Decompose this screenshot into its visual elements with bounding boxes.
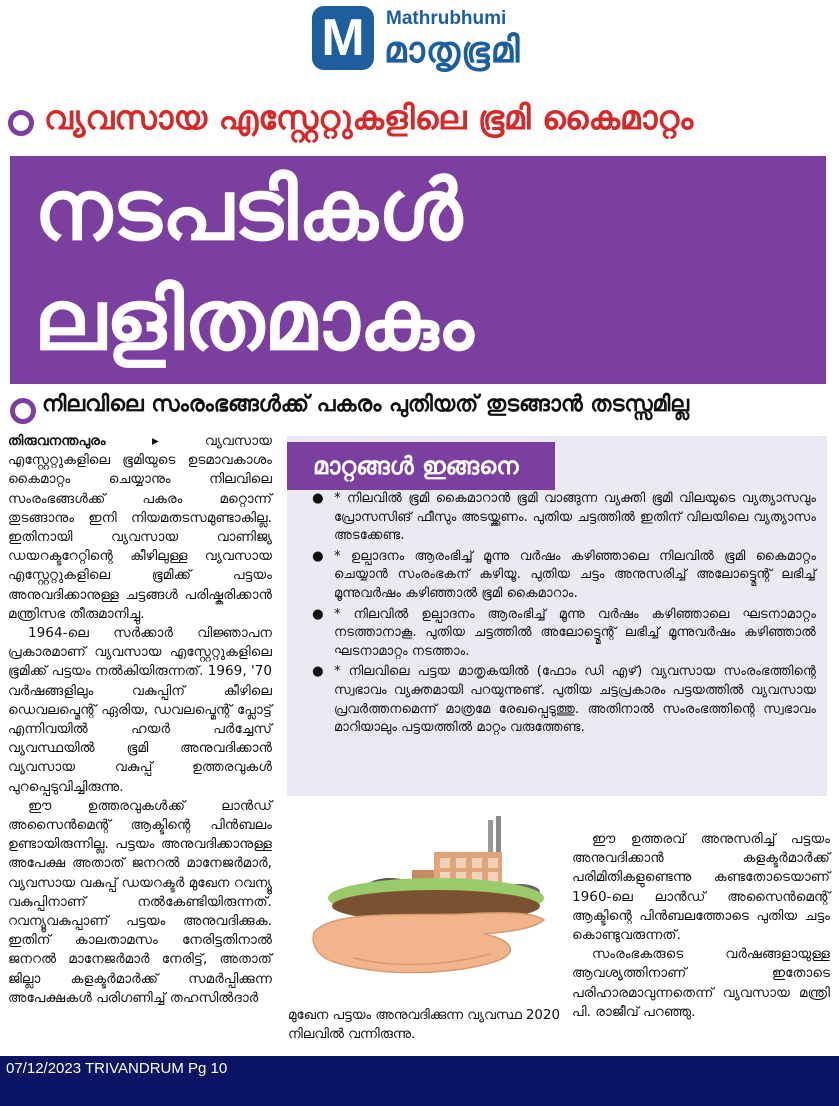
list-item-text: * നിലവിൽ ഉല്പാദനം ആരംഭിച്ച് മൂന്നു വർഷം കഴിഞ്ഞാലെ ഘടനാമാറ്റം നടത്താനാകൂ. പുതിയ ചട്ടത്തിൽ അലോട്ട്മെന്റ് ലഭിച്ച് മൂന്നുവർഷം കഴിഞ്ഞാൽ ഘടനാമാറ്റം നടത്താം. (334, 606, 816, 659)
article-paragraph-text: വ്യവസായ എസ്റ്റേറ്റുകളിലെ ഭൂമിയുടെ ഉടമാവകാശം കൈമാറ്റം ചെയ്യാനും നിലവിലെ സംരംഭങ്ങൾക്ക് പകരം മറ്റൊന്ന് തുടങ്ങാനും ഇനി നിയമതടസമുണ്ടാകില്ല. ഇതിനായി വ്യവസായ വാണിജ്യ ഡയറക്ടറേറ്റിന്റെ കീഴിലുള്ള വ്യവസായ എസ്റ്റേറ്റുകളിലെ ഭൂമിക്ക് പട്ടയം അനുവദിക്കാനുള്ള ചട്ടങ്ങൾ പരിഷ്കരിക്കാൻ മന്ത്രിസഭ തീരുമാനിച്ചു. (8, 433, 272, 622)
logo-mark: M (312, 6, 374, 70)
subheadline-bullet-icon (10, 398, 36, 424)
chimney (496, 816, 501, 856)
kicker: വ്യവസായ എസ്റ്റേറ്റുകളിലെ ഭൂമി കൈമാറ്റം (44, 98, 694, 137)
bullet-dot-icon: ● (312, 548, 324, 564)
changes-box-title: മാറ്റങ്ങൾ ഇങ്ങനെ (287, 442, 555, 490)
list-item (300, 548, 816, 604)
list-item-text: * നിലവിൽ ഭൂമി കൈമാറാൻ ഭൂമി വാങ്ങുന്ന വ്യക്തി ഭൂമി വിലയുടെ വ്യത്യാസവും പ്രോസസിങ് ഫീസും അടയ്ക്കണം. പുതിയ ചട്ടത്തിൽ ഇതിന് വിലയിലെ വ്യത്യാസം അടക്കേണ്ട. (334, 491, 816, 544)
bullet-dot-icon: ● (312, 606, 324, 622)
list-item-text: * ഉല്പാദനം ആരംഭിച്ച് മൂന്നു വർഷം കഴിഞ്ഞാലെ നിലവിൽ ഭൂമി കൈമാറ്റം ചെയ്യാൻ സംരംഭകന് കഴിയൂ. പുതിയ ചട്ടം അനുസരിച്ച് അലോട്ട്മെന്റ് ലഭിച്ച് മൂന്നുവർഷം കഴിഞ്ഞാൽ ഭൂമി കൈമാറാം. (334, 548, 816, 601)
list-item-text: * നിലവിലെ പട്ടയ മാതൃകയിൽ (ഫോം ഡി എഴ്) വ്യവസായ സംരംഭത്തിന്റെ സ്വഭാവം വ്യക്തമായി പറയുന്നുണ്ട്. പുതിയ ചട്ടപ്രകാരം പട്ടയത്തിൽ വ്യവസായ പ്രവർത്തനമെന്ന് മാത്രമേ രേഖപ്പെടുത്തു. അതിനാൽ സംരംഭത്തിന്റെ സ്വഭാവം മാറിയാലും പട്ടയത്തിൽ മാറ്റം വരുത്തേണ്ട. (334, 664, 816, 736)
dateline: തിരുവനന്തപുരം ▸ (8, 433, 159, 449)
article-paragraph: 1964-ലെ സർക്കാർ വിജ്ഞാപന പ്രകാരമാണ് വ്യവസായ എസ്റ്റേറ്റുകളിലെ ഭൂമിക്ക് പട്ടയം നൽകിയിരുന്നത്. 1969, '70 വർഷങ്ങളിലും വകുപ്പിന് കീഴിലെ ഡെവലപ്മെന്റ് ഏരിയ, ഡവലപ്മെന്റ് പ്ലോട്ട് എന്നിവയിൽ ഹയർ പർച്ചേസ് വ്യവസ്ഥയിൽ ഭൂമി അനുവദിക്കാൻ വ്യവസായ വകുപ്പ് ഉത്തരവുകൾ പുറപ്പെടുവിച്ചിരുന്നു. (8, 625, 273, 795)
chimney (488, 820, 493, 856)
footer-edition-info: 07/12/2023 TRIVANDRUM Pg 10 (6, 1060, 228, 1077)
kicker-bullet-icon (8, 110, 34, 136)
list-item (300, 663, 816, 737)
article-paragraph: സംരംഭകരുടെ വർഷങ്ങളായുള്ള ആവശ്യത്തിനാണ് ഇതോടെ പരിഹാരമാവുന്നതെന്ന് വ്യവസായ മന്ത്രി പി. രാജീവ് പറഞ്ഞു. (572, 946, 830, 1020)
headline-line-2: ലളിതമാകും (34, 271, 474, 369)
brand-malayalam: മാതൃഭൂമി (384, 30, 521, 71)
list-item (300, 490, 816, 546)
article-paragraph: ഈ ഉത്തരവ് അനുസരിച്ച് പട്ടയം അനുവദിക്കാൻ കളക്ടർമാർക്ക് പരിമിതികളുണ്ടെന്നു കണ്ടതോടെയാണ് 1960-ലെ ലാൻഡ് അസൈൻമെന്റ് ആക്ടിന്റെ പിൻബലത്തോടെ പുതിയ ചട്ടം കൊണ്ടുവരുന്നത്. (572, 831, 830, 944)
bullet-dot-icon: ● (312, 664, 324, 680)
headline-line-1: നടപടികൾ (34, 161, 463, 259)
article-paragraph (8, 432, 272, 624)
list-item (300, 606, 816, 662)
bullet-dot-icon: ● (312, 491, 324, 506)
hand-holding-factory-illustration (294, 812, 556, 994)
image-caption: മുഖേന പട്ടയം അനുവദിക്കുന്ന വ്യവസ്ഥ 2020 നിലവിൽ വന്നിരുന്നു. (288, 1008, 560, 1042)
article-right-column (572, 830, 830, 1022)
changes-list (300, 490, 816, 740)
article-left-column (8, 432, 272, 1008)
article-paragraph: ഈ ഉത്തരവുകൾക്ക് ലാൻഡ് അസൈൻമെന്റ് ആക്ടിന്റെ പിൻബലം ഉണ്ടായിരുന്നില്ല. പട്ടയം അനുവദിക്കാനുള്ള അപേക്ഷ അതാത് ജനറൽ മാനേജർമാർ, വ്യവസായ വകുപ്പ് ഡയറക്ടർ മുഖേന റവന്യൂ വകുപ്പിനാണ് നൽകേണ്ടിയിരുന്നത്. റവന്യൂവകുപ്പാണ് പട്ടയം അനുവദിക്കുക. ഇതിന് കാലതാമസം നേരിട്ടതിനാൽ ജനറൽ മാനേജർമാർ നേരിട്ട്, അതാത് ജില്ലാ കളക്ടർമാർക്ക് സമർപ്പിക്കുന്ന അപേക്ഷകൾ പരിഗണിച്ച് തഹസിൽദാർ (8, 797, 272, 1006)
subheadline: നിലവിലെ സംരംഭങ്ങൾക്ക് പകരം പുതിയത് തുടങ്ങാൻ തടസ്സമില്ല (42, 392, 690, 417)
brand-english: Mathrubhumi (386, 8, 507, 29)
